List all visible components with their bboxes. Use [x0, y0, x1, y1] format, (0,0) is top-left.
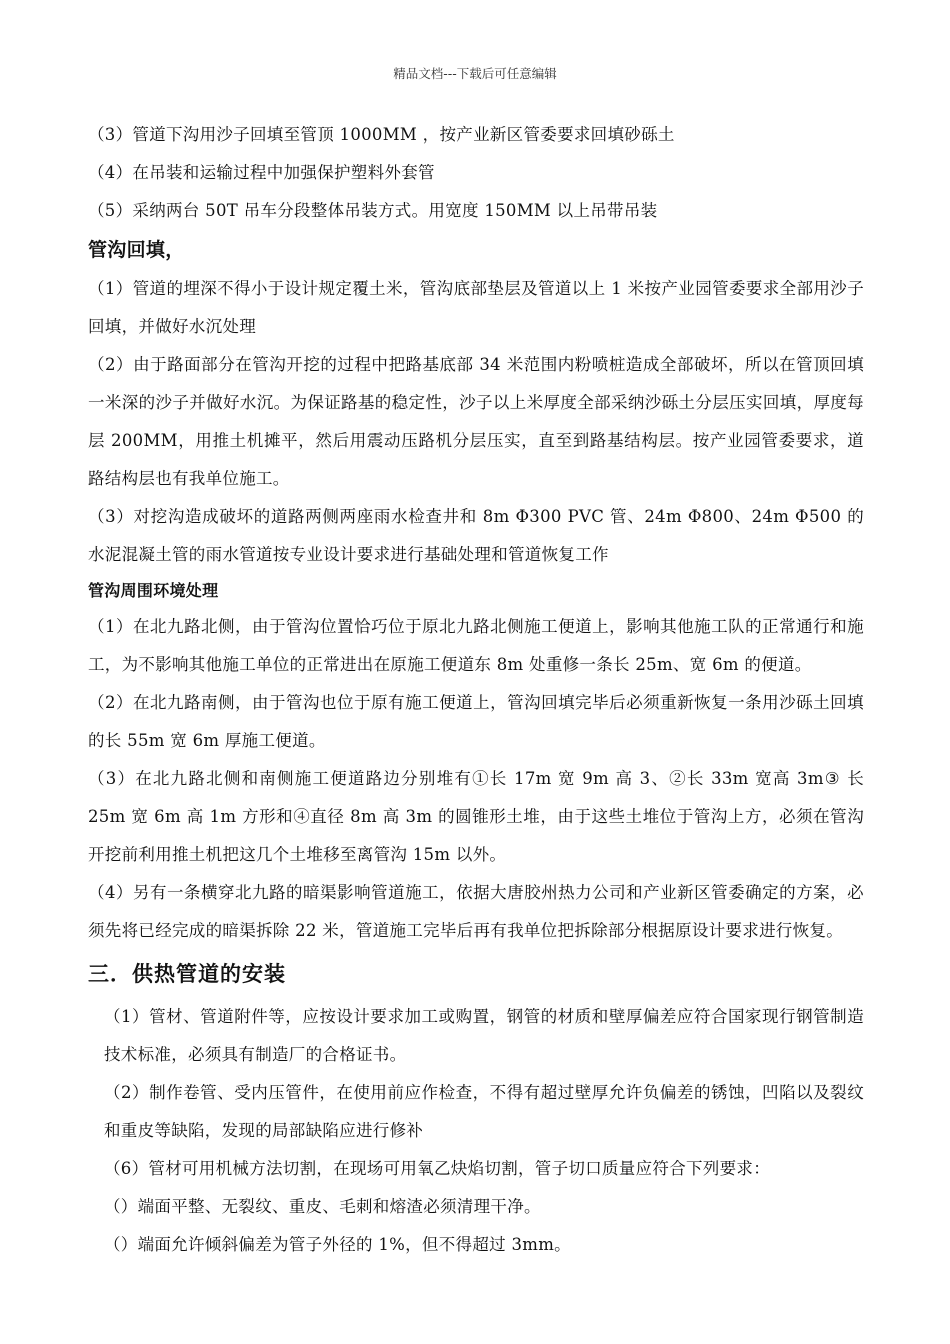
paragraph: （3）对挖沟造成破坏的道路两侧两座雨水检查井和 8m Φ300 PVC 管、24m Φ800、24m Φ500 的水泥混凝土管的雨水管道按专业设计要求进行基础处理和管道恢复工作 — [88, 507, 864, 564]
document-body — [88, 116, 864, 1264]
chapter-heading: 三．供热管道的安装 — [88, 962, 286, 986]
paragraph: （6）管材可用机械方法切割，在现场可用氧乙炔焰切割，管子切口质量应符合下列要求： — [104, 1159, 770, 1178]
paragraph: （2）制作卷管、受内压管件，在使用前应作检查，不得有超过壁厚允许负偏差的锈蚀，凹陷以及裂纹和重皮等缺陷，发现的局部缺陷应进行修补 — [104, 1083, 864, 1140]
paragraph: （3）管道下沟用沙子回填至管顶 1000MM ，按产业新区管委要求回填砂砾土 — [88, 125, 675, 144]
paragraph: （4）另有一条横穿北九路的暗渠影响管道施工，依据大唐胶州热力公司和产业新区管委确定的方案，必须先将已经完成的暗渠拆除 22 米，管道施工完毕后再有我单位把拆除部分根据原设计要求进行恢复。 — [88, 883, 864, 940]
section-heading: 管沟回填， — [88, 239, 185, 261]
paragraph: （1）管材、管道附件等，应按设计要求加工或购置，钢管的材质和壁厚偏差应符合国家现行钢管制造技术标准，必须具有制造厂的合格证书。 — [104, 1007, 864, 1064]
page-header: 精品文档---下载后可任意编辑 — [393, 66, 557, 81]
paragraph: （4）在吊装和运输过程中加强保护塑料外套管 — [88, 163, 435, 182]
subsection-heading: 管沟周围环境处理 — [88, 581, 219, 600]
paragraph: （）端面平整、无裂纹、重皮、毛刺和熔渣必须清理干净。 — [104, 1197, 541, 1216]
paragraph: （2）在北九路南侧，由于管沟也位于原有施工便道上，管沟回填完毕后必须重新恢复一条用沙砾土回填的长 55m 宽 6m 厚施工便道。 — [88, 693, 864, 750]
paragraph: （3）在北九路北侧和南侧施工便道路边分别堆有①长 17m 宽 9m 高 3、②长 33m 宽高 3m③ 长 25m 宽 6m 高 1m 方形和④直径 8m 高 3m 的圆锥形土堆，由于这些土堆位于管沟上方，必须在管沟开挖前利用推土机把这几个土堆移至离管沟 15m 以外。 — [88, 769, 864, 864]
paragraph: （1）管道的埋深不得小于设计规定覆土米，管沟底部垫层及管道以上 1 米按产业园管委要求全部用沙子回填，并做好水沉处理 — [88, 279, 864, 336]
paragraph: （1）在北九路北侧，由于管沟位置恰巧位于原北九路北侧施工便道上，影响其他施工队的正常通行和施工，为不影响其他施工单位的正常进出在原施工便道东 8m 处重修一条长 25m、宽 6m 的便道。 — [88, 617, 864, 674]
paragraph: （2）由于路面部分在管沟开挖的过程中把路基底部 34 米范围内粉喷桩造成全部破坏，所以在管顶回填一米深的沙子并做好水沉。为保证路基的稳定性，沙子以上米厚度全部采纳沙砾土分层压实回填，厚度每层 200MM，用推土机摊平，然后用震动压路机分层压实，直至到路基结构层。按产业园管委要求，道路结构层也有我单位施工。 — [88, 355, 864, 488]
paragraph: （5）采纳两台 50T 吊车分段整体吊装方式。用宽度 150MM 以上吊带吊装 — [88, 201, 658, 220]
paragraph: （）端面允许倾斜偏差为管子外径的 1%，但不得超过 3mm。 — [104, 1235, 571, 1254]
